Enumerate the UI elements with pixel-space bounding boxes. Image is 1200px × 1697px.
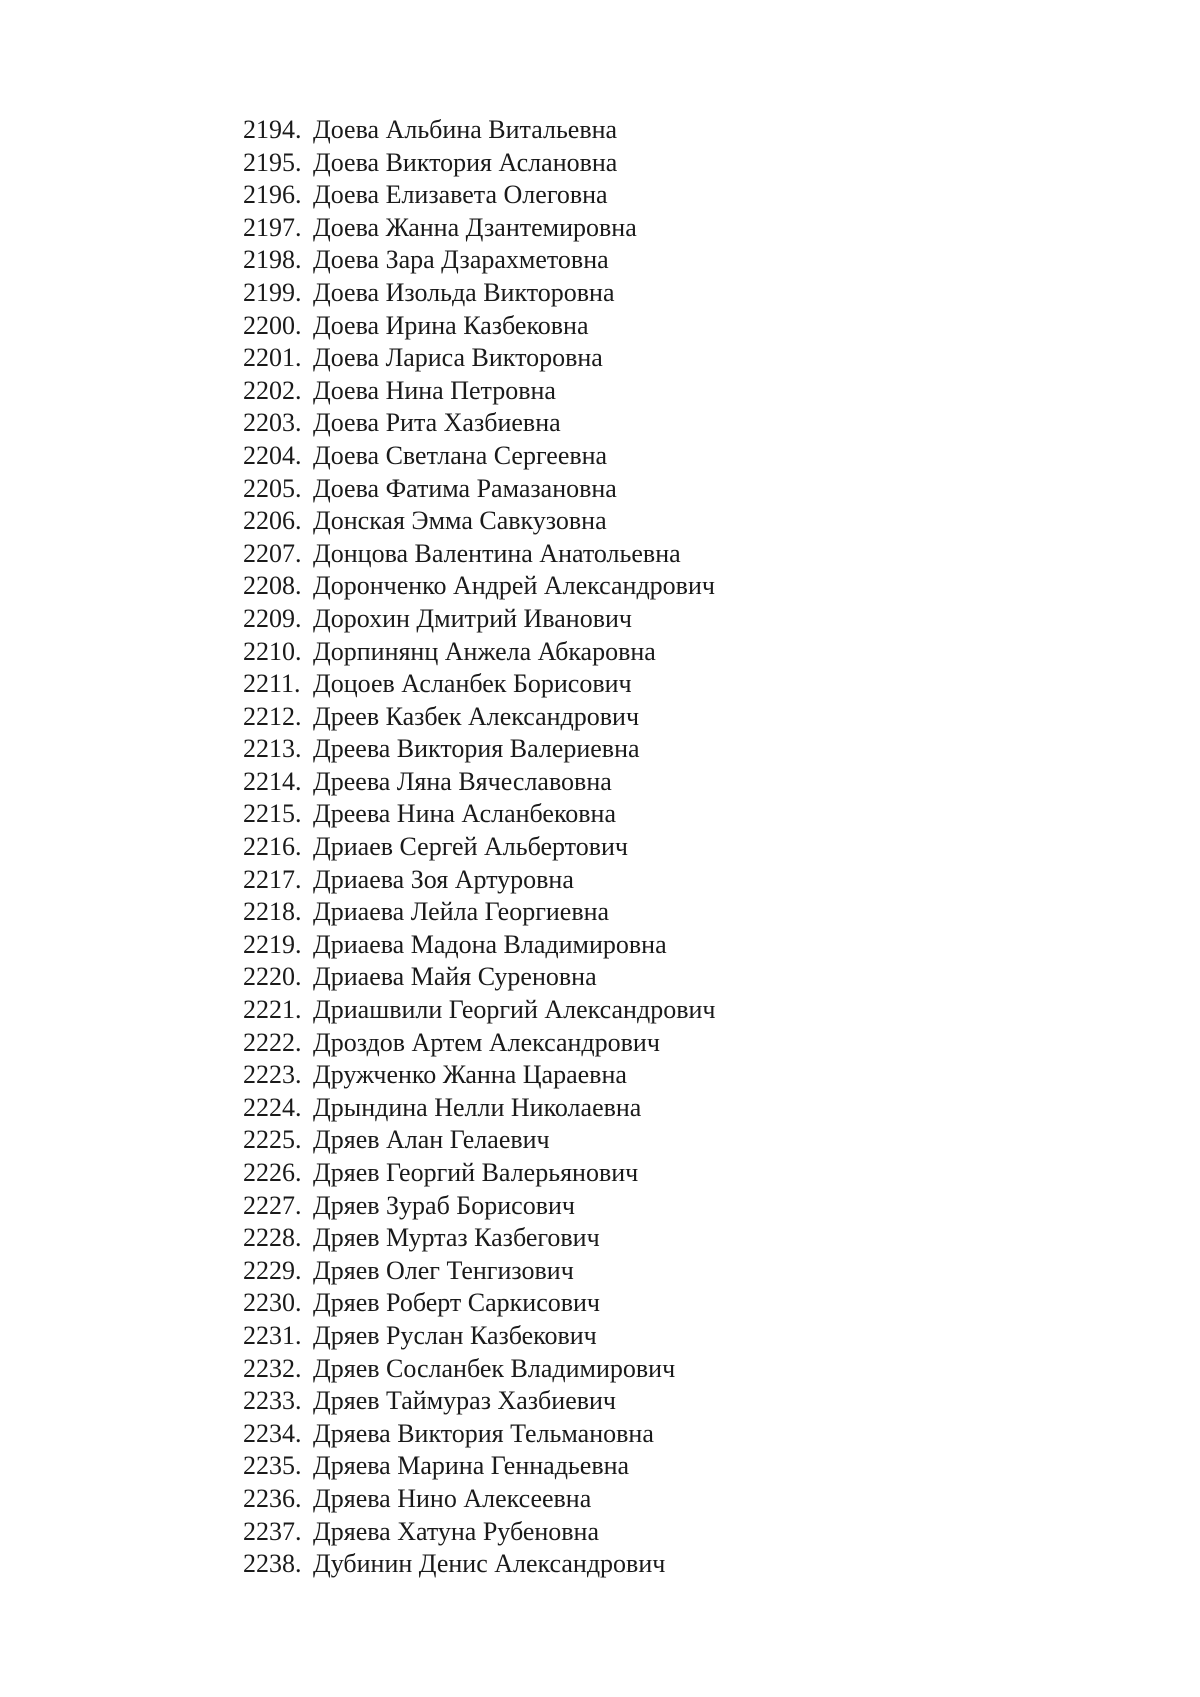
entry-name: Доева Виктория Аслановна <box>313 147 618 177</box>
entry-name: Донская Эмма Савкузовна <box>313 506 607 536</box>
list-item <box>243 831 715 864</box>
entry-number: 2202. <box>243 375 302 405</box>
entry-number: 2203. <box>243 408 302 438</box>
list-item <box>243 1418 715 1451</box>
entry-name: Доева Елизавета Олеговна <box>313 180 608 210</box>
entry-name: Доева Лариса Викторовна <box>313 343 603 373</box>
entry-name: Дряева Марина Геннадьевна <box>313 1451 630 1481</box>
entry-name: Дряев Олег Тенгизович <box>313 1255 574 1285</box>
entry-number: 2220. <box>243 962 302 992</box>
list-item <box>243 1190 715 1223</box>
entry-name: Дубинин Денис Александрович <box>313 1549 666 1579</box>
list-item <box>243 244 715 277</box>
name-list <box>243 114 715 1581</box>
entry-number: 2235. <box>243 1451 302 1481</box>
entry-number: 2206. <box>243 506 302 536</box>
list-item <box>243 1255 715 1288</box>
entry-name: Дреева Виктория Валериевна <box>313 734 640 764</box>
entry-number: 2231. <box>243 1320 302 1350</box>
list-item <box>243 1059 715 1092</box>
entry-number: 2216. <box>243 832 302 862</box>
entry-number: 2225. <box>243 1125 302 1155</box>
entry-number: 2223. <box>243 1060 302 1090</box>
entry-number: 2215. <box>243 799 302 829</box>
entry-name: Дружченко Жанна Цараевна <box>313 1060 627 1090</box>
list-item <box>243 1027 715 1060</box>
list-item <box>243 342 715 375</box>
entry-number: 2197. <box>243 212 302 242</box>
list-item <box>243 1548 715 1581</box>
list-item <box>243 310 715 343</box>
entry-name: Дряев Сосланбек Владимирович <box>313 1353 676 1383</box>
entry-number: 2209. <box>243 603 302 633</box>
list-item <box>243 1450 715 1483</box>
entry-number: 2210. <box>243 636 302 666</box>
list-item <box>243 798 715 831</box>
entry-name: Дряев Руслан Казбекович <box>313 1320 597 1350</box>
entry-name: Доева Жанна Дзантемировна <box>313 212 637 242</box>
entry-name: Доева Ирина Казбековна <box>313 310 589 340</box>
list-item <box>243 1385 715 1418</box>
entry-name: Доева Светлана Сергеевна <box>313 440 608 470</box>
list-item <box>243 473 715 506</box>
list-item <box>243 277 715 310</box>
list-item <box>243 212 715 245</box>
entry-number: 2222. <box>243 1027 302 1057</box>
list-item <box>243 766 715 799</box>
list-item <box>243 896 715 929</box>
list-item <box>243 701 715 734</box>
entry-name: Дриаева Мадона Владимировна <box>313 929 667 959</box>
list-item <box>243 179 715 212</box>
list-item <box>243 961 715 994</box>
list-item <box>243 1483 715 1516</box>
entry-number: 2226. <box>243 1158 302 1187</box>
list-item <box>243 505 715 538</box>
entry-name: Доева Зара Дзарахметовна <box>313 245 609 275</box>
entry-name: Донцова Валентина Анатольевна <box>313 538 681 568</box>
list-item <box>243 147 715 180</box>
entry-number: 2213. <box>243 734 302 764</box>
entry-name: Дряева Нино Алексеевна <box>313 1483 592 1513</box>
entry-name: Дриаева Майя Суреновна <box>313 962 597 992</box>
entry-number: 2230. <box>243 1288 302 1318</box>
list-item <box>243 733 715 766</box>
entry-name: Дряев Алан Гелаевич <box>313 1125 550 1155</box>
entry-number: 2207. <box>243 538 302 568</box>
entry-name: Дряева Виктория Тельмановна <box>313 1418 654 1448</box>
list-item <box>243 1287 715 1320</box>
list-item <box>243 1092 715 1125</box>
list-item <box>243 1353 715 1386</box>
entry-number: 2195. <box>243 147 302 177</box>
list-item <box>243 375 715 408</box>
entry-number: 2201. <box>243 343 302 373</box>
list-item <box>243 407 715 440</box>
entry-name: Доева Изольда Викторовна <box>313 277 615 307</box>
list-item <box>243 1516 715 1549</box>
entry-number: 2233. <box>243 1386 302 1416</box>
entry-number: 2217. <box>243 864 302 894</box>
list-item <box>243 668 715 701</box>
entry-number: 2199. <box>243 277 302 307</box>
list-item <box>243 440 715 473</box>
entry-number: 2237. <box>243 1516 302 1546</box>
entry-number: 2219. <box>243 929 302 959</box>
entry-number: 2232. <box>243 1353 302 1383</box>
entry-number: 2228. <box>243 1223 302 1253</box>
entry-name: Дряев Таймураз Хазбиевич <box>313 1386 616 1416</box>
entry-name: Дряев Муртаз Казбегович <box>313 1223 600 1253</box>
entry-name: Дорохин Дмитрий Иванович <box>313 603 632 633</box>
entry-number: 2212. <box>243 701 302 731</box>
entry-name: Дреев Казбек Александрович <box>313 701 640 731</box>
entry-number: 2211. <box>243 669 301 699</box>
entry-name: Доронченко Андрей Александрович <box>313 571 715 601</box>
entry-number: 2238. <box>243 1549 302 1579</box>
list-item <box>243 864 715 897</box>
entry-number: 2208. <box>243 571 302 601</box>
entry-name: Доева Рита Хазбиевна <box>313 408 561 438</box>
entry-number: 2196. <box>243 180 302 210</box>
entry-number: 2224. <box>243 1092 302 1122</box>
entry-number: 2198. <box>243 245 302 275</box>
entry-number: 2236. <box>243 1483 302 1513</box>
entry-name: Дриаев Сергей Альбертович <box>313 832 628 862</box>
list-item <box>243 1157 715 1190</box>
entry-number: 2221. <box>243 995 302 1025</box>
list-item <box>243 929 715 962</box>
entry-name: Дорпинянц Анжела Абкаровна <box>313 636 656 666</box>
entry-name: Дряев Роберт Саркисович <box>313 1288 601 1318</box>
list-item <box>243 603 715 636</box>
entry-name: Дриашвили Георгий Александрович <box>313 995 716 1025</box>
entry-number: 2204. <box>243 440 302 470</box>
entry-number: 2229. <box>243 1255 302 1285</box>
entry-number: 2194. <box>243 115 302 144</box>
entry-name: Дряева Хатуна Рубеновна <box>313 1516 600 1546</box>
entry-name: Дряев Георгий Валерьянович <box>313 1158 639 1187</box>
entry-number: 2218. <box>243 897 302 927</box>
entry-name: Дрындина Нелли Николаевна <box>313 1092 642 1122</box>
list-item <box>243 1124 715 1157</box>
entry-number: 2200. <box>243 310 302 340</box>
entry-number: 2214. <box>243 766 302 796</box>
entry-name: Доева Альбина Витальевна <box>313 115 618 144</box>
entry-name: Дриаева Лейла Георгиевна <box>313 897 610 927</box>
entry-name: Дряев Зураб Борисович <box>313 1190 575 1220</box>
entry-name: Доцоев Асланбек Борисович <box>313 669 632 699</box>
list-item <box>243 570 715 603</box>
entry-name: Доева Фатима Рамазановна <box>313 473 617 503</box>
list-item <box>243 1320 715 1353</box>
entry-name: Дреева Нина Асланбековна <box>313 799 616 829</box>
entry-name: Дриаева Зоя Артуровна <box>313 864 574 894</box>
entry-name: Дроздов Артем Александрович <box>313 1027 660 1057</box>
entry-name: Доева Нина Петровна <box>313 375 556 405</box>
entry-number: 2234. <box>243 1418 302 1448</box>
list-item <box>243 636 715 669</box>
list-item <box>243 114 715 147</box>
list-item <box>243 538 715 571</box>
entry-number: 2227. <box>243 1190 302 1220</box>
entry-name: Дреева Ляна Вячеславовна <box>313 766 612 796</box>
list-item <box>243 994 715 1027</box>
entry-number: 2205. <box>243 473 302 503</box>
list-item <box>243 1222 715 1255</box>
